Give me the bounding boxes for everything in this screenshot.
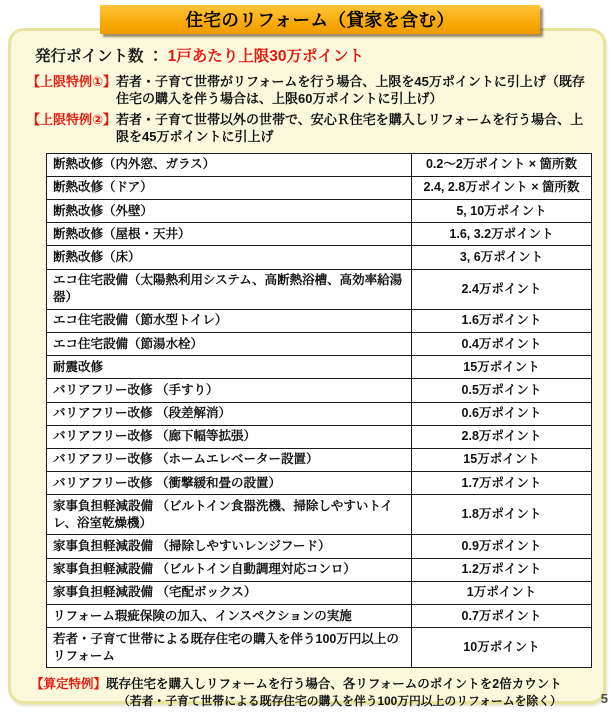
page-title: 住宅のリフォーム（貸家を含む） xyxy=(185,10,455,30)
reform-points-cell: 0.4万ポイント xyxy=(412,332,592,355)
reform-points-cell: 3, 6万ポイント xyxy=(412,246,592,269)
reform-item-cell: バリアフリー改修 （ホームエレベーター設置） xyxy=(47,448,412,471)
reform-points-cell: 1.6万ポイント xyxy=(412,309,592,332)
table-row xyxy=(47,379,592,402)
calculation-exception-main: 既存住宅を購入しリフォームを行う場合、各リフォームのポイントを2倍カウント xyxy=(106,677,562,692)
reform-item-cell: エコ住宅設備（太陽熱利用システム、高断熱浴槽、高効率給湯器） xyxy=(47,269,412,309)
reform-points-cell: 1.8万ポイント xyxy=(412,495,592,535)
limit-exception-2-text: 若者・子育て世帯以外の世帯で、安心Ｒ住宅を購入しリフォームを行う場合、上限を45万ポイントに引上げ xyxy=(116,112,584,145)
table-row xyxy=(47,176,592,199)
reform-item-cell: リフォーム瑕疵保険の加入、インスペクションの実施 xyxy=(47,605,412,628)
reform-item-cell: 耐震改修 xyxy=(47,356,412,379)
limit-exception-2-label: 【上限特例②】 xyxy=(27,112,117,128)
table-row xyxy=(47,332,592,355)
reform-item-cell: 若者・子育て世帯による既存住宅の購入を伴う100万円以上のリフォーム xyxy=(47,628,412,668)
calculation-exception-sub: （若者・子育て世帯による既存住宅の購入を伴う100万円以上のリフォームを除く） xyxy=(118,693,562,708)
reform-item-cell: バリアフリー改修 （手すり） xyxy=(47,379,412,402)
table-row xyxy=(47,246,592,269)
calculation-exception-label: 【算定特例】 xyxy=(31,677,107,692)
limit-exception-2 xyxy=(27,111,595,145)
table-row xyxy=(47,402,592,425)
reform-points-cell: 0.7万ポイント xyxy=(412,605,592,628)
issue-points-line xyxy=(35,44,603,66)
page-number: 5 xyxy=(600,691,608,706)
reform-item-cell: 断熱改修（床） xyxy=(47,246,412,269)
reform-points-cell: 0.6万ポイント xyxy=(412,402,592,425)
reform-item-cell: 断熱改修（ドア） xyxy=(47,176,412,199)
reform-points-cell: 10万ポイント xyxy=(412,628,592,668)
reform-points-cell: 15万ポイント xyxy=(412,448,592,471)
content-panel xyxy=(8,28,606,708)
reform-points-cell: 1.7万ポイント xyxy=(412,472,592,495)
issue-points-separator: ： xyxy=(143,48,168,65)
reform-points-cell: 2.8万ポイント xyxy=(412,425,592,448)
table-row xyxy=(47,628,592,668)
issue-points-value: 1戸あたり上限30万ポイント xyxy=(167,48,365,65)
table-row xyxy=(47,425,592,448)
limit-exception-1 xyxy=(27,73,595,107)
reform-item-cell: バリアフリー改修 （衝撃緩和畳の設置） xyxy=(47,472,412,495)
limit-exception-1-text: 若者・子育て世帯がリフォームを行う場合、上限を45万ポイントに引上げ（既存住宅の購入を伴う場合は、上限60万ポイントに引上げ） xyxy=(116,74,585,107)
table-row xyxy=(47,581,592,604)
calculation-exception xyxy=(31,676,597,709)
reform-table-body xyxy=(47,153,592,668)
title-banner xyxy=(100,5,540,34)
reform-points-cell: 15万ポイント xyxy=(412,356,592,379)
reform-points-cell: 1.6, 3.2万ポイント xyxy=(412,223,592,246)
table-row xyxy=(47,558,592,581)
table-row xyxy=(47,472,592,495)
reform-item-cell: 断熱改修（内外窓、ガラス） xyxy=(47,153,412,176)
table-row xyxy=(47,269,592,309)
issue-points-label: 発行ポイント数 xyxy=(35,48,144,65)
table-row xyxy=(47,153,592,176)
limit-exception-1-label: 【上限特例①】 xyxy=(27,74,117,89)
reform-points-cell: 2.4万ポイント xyxy=(412,269,592,309)
table-row xyxy=(47,448,592,471)
reform-item-cell: エコ住宅設備（節水型トイレ） xyxy=(47,309,412,332)
reform-item-cell: 家事負担軽減設備 （ビルトイン食器洗機、掃除しやすいトイレ、浴室乾燥機） xyxy=(47,495,412,535)
reform-points-cell: 1.2万ポイント xyxy=(412,558,592,581)
reform-points-cell: 5, 10万ポイント xyxy=(412,200,592,223)
table-row xyxy=(47,605,592,628)
reform-points-cell: 0.9万ポイント xyxy=(412,535,592,558)
reform-item-cell: 家事負担軽減設備 （掃除しやすいレンジフード） xyxy=(47,535,412,558)
table-row xyxy=(47,309,592,332)
reform-item-cell: 家事負担軽減設備 （ビルトイン自動調理対応コンロ） xyxy=(47,558,412,581)
table-row xyxy=(47,535,592,558)
table-row xyxy=(47,356,592,379)
reform-points-table xyxy=(46,153,592,669)
table-row xyxy=(47,200,592,223)
reform-points-cell: 1万ポイント xyxy=(412,581,592,604)
reform-item-cell: バリアフリー改修 （段差解消） xyxy=(47,402,412,425)
reform-item-cell: バリアフリー改修 （廊下幅等拡張） xyxy=(47,425,412,448)
reform-item-cell: 断熱改修（外壁） xyxy=(47,200,412,223)
reform-item-cell: 断熱改修（屋根・天井） xyxy=(47,223,412,246)
reform-points-cell: 0.5万ポイント xyxy=(412,379,592,402)
reform-points-cell: 0.2～2万ポイント × 箇所数 xyxy=(412,153,592,176)
reform-item-cell: 家事負担軽減設備 （宅配ボックス） xyxy=(47,581,412,604)
calculation-exception-text xyxy=(106,676,562,709)
reform-item-cell: エコ住宅設備（節湯水栓） xyxy=(47,332,412,355)
table-row xyxy=(47,223,592,246)
reform-points-cell: 2.4, 2.8万ポイント × 箇所数 xyxy=(412,176,592,199)
table-row xyxy=(47,495,592,535)
